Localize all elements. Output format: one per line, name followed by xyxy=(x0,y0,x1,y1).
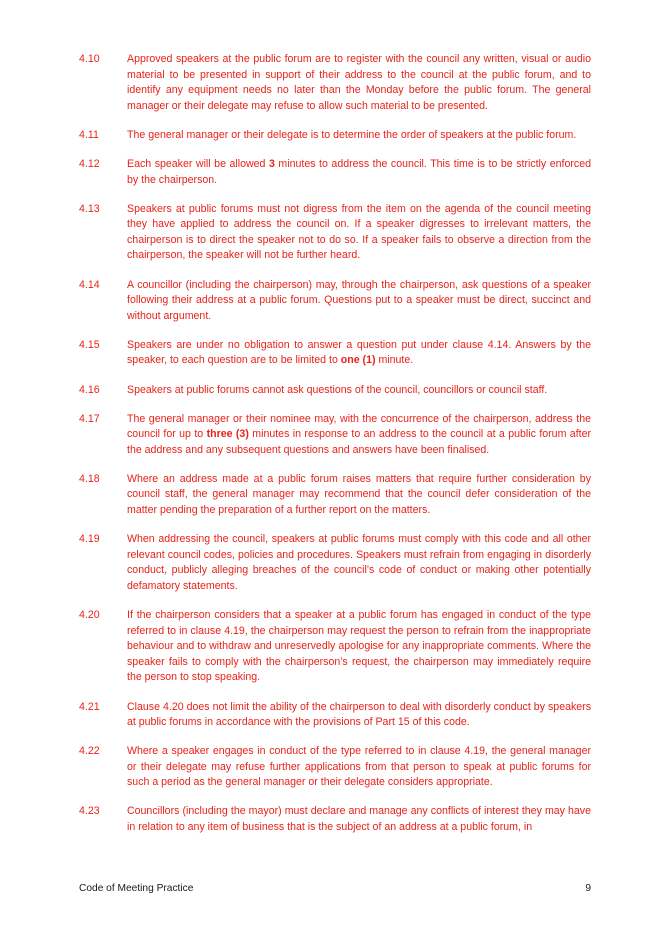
clause-list xyxy=(79,52,591,849)
clause-text xyxy=(127,608,591,686)
clause-item xyxy=(79,532,591,594)
clause-item xyxy=(79,608,591,686)
clause-text xyxy=(127,412,591,459)
page-footer xyxy=(79,882,591,896)
clause-item xyxy=(79,278,591,325)
clause-number: 4.11 xyxy=(79,128,99,141)
clause-text-run: When addressing the council, speakers at public forums must comply with this code and all other relevant council codes, policies and procedures. Speakers must refrain from engaging in disorderly conduct, publicly alleging breaches of the council’s code of conduct or making other potentially defamatory statements. xyxy=(127,533,591,592)
clause-text xyxy=(127,383,591,399)
clause-text xyxy=(127,52,591,114)
clause-text xyxy=(127,278,591,325)
clause-item xyxy=(79,202,591,264)
clause-text-emphasis: 3 xyxy=(268,157,275,170)
footer-document-title: Code of Meeting Practice xyxy=(79,883,194,894)
clause-number: 4.12 xyxy=(79,157,100,170)
clause-item xyxy=(79,804,591,835)
clause-number: 4.21 xyxy=(79,700,100,713)
clause-number: 4.23 xyxy=(79,805,100,818)
clause-item xyxy=(79,412,591,459)
clause-item xyxy=(79,700,591,731)
clause-text-run: Where an address made at a public forum raises matters that require further consideration by council staff, the general manager may recommend that the council defer consideration of the matter pending the preparation of a further report on the matters. xyxy=(127,472,591,517)
clause-text-run: Speakers at public forums must not digress from the item on the agenda of the council meeting they have applied to address the council on. If a speaker digresses to irrelevant matters, the chairperson is to direct the speaker not to do so. If a speaker fails to observe a direction from the chairperson, the speaker will not be further heard. xyxy=(127,202,591,262)
clause-text xyxy=(127,700,591,731)
clause-item xyxy=(79,52,591,114)
clause-number: 4.18 xyxy=(79,472,100,485)
clause-text-run: Councillors (including the mayor) must declare and manage any conflicts of interest they may have in relation to any item of business that is the subject of an address at a public forum, in xyxy=(127,805,591,834)
clause-text xyxy=(127,157,591,188)
clause-text-emphasis: three (3) xyxy=(206,428,249,441)
clause-text xyxy=(127,532,591,594)
clause-number: 4.16 xyxy=(79,383,100,396)
clause-text-run: Speakers are under no obligation to answer a question put under clause 4.14. Answers by the speaker, to each question are to be limited to xyxy=(127,338,591,367)
clause-item xyxy=(79,128,591,144)
clause-text-run: If the chairperson considers that a speaker at a public forum has engaged in conduct of the type referred to in clause 4.19, the chairperson may request the person to refrain from the inappropriate behaviour and to withdraw and unreservedly apologise for any inappropriate comments. Where the speaker fails to comply with the chairperson’s request, the chairperson may immediately require the person to stop speaking. xyxy=(127,609,591,684)
clause-text-run: The general manager or their nominee may, with the concurrence of the chairperson, address the council for up to xyxy=(127,412,591,441)
clause-item xyxy=(79,744,591,791)
clause-text xyxy=(127,472,591,519)
clause-number: 4.17 xyxy=(79,412,100,425)
clause-text-run: Clause 4.20 does not limit the ability of the chairperson to deal with disorderly conduct by speakers at public forums in accordance with the provisions of Part 15 of this code. xyxy=(127,700,591,729)
clause-text-run: Speakers at public forums cannot ask questions of the council, councillors or council staff. xyxy=(127,383,548,396)
clause-text xyxy=(127,744,591,791)
clause-item xyxy=(79,472,591,519)
clause-number: 4.13 xyxy=(79,202,100,215)
clause-text-run: A councillor (including the chairperson) may, through the chairperson, ask questions of a speaker following their address at a public forum. Questions put to a speaker must be direct, succinct and without argument. xyxy=(127,278,591,322)
clause-item xyxy=(79,157,591,188)
clause-number: 4.19 xyxy=(79,533,100,546)
clause-text-run: Each speaker will be allowed xyxy=(127,157,269,170)
clause-text xyxy=(127,804,591,835)
clause-text-run: Where a speaker engages in conduct of the type referred to in clause 4.19, the general manager or their delegate may refuse further applications from that person to speak at public forums for such a period as the general manager or their delegate considers appropriate. xyxy=(127,745,591,789)
clause-item xyxy=(79,338,591,369)
clause-text-run: Approved speakers at the public forum are to register with the council any written, visual or audio material to be presented in support of their address to the council at the public forum, and to identify any equipment needs no later than the Monday before the public forum. The general manager or their delegate may refuse to allow such material to be presented. xyxy=(127,53,591,112)
clause-text-run: minute. xyxy=(375,354,414,367)
clause-text xyxy=(127,128,591,144)
clause-text xyxy=(127,202,591,264)
clause-text-run: The general manager or their delegate is to determine the order of speakers at the public forum. xyxy=(127,128,577,141)
clause-number: 4.10 xyxy=(79,53,100,65)
clause-item xyxy=(79,383,591,399)
clause-text-emphasis: one (1) xyxy=(340,354,376,367)
clause-number: 4.22 xyxy=(79,745,100,758)
clause-text-run: minutes to address the council. This time is to be strictly enforced by the chairperson. xyxy=(127,157,591,186)
clause-text-run: minutes in response to an address to the council at a public forum after the address and any subsequent questions and answers have been finalised. xyxy=(127,428,592,456)
clause-number: 4.14 xyxy=(79,278,100,291)
clause-number: 4.15 xyxy=(79,338,100,351)
clause-text xyxy=(127,338,591,369)
clause-number: 4.20 xyxy=(79,609,100,622)
footer-page-number: 9 xyxy=(585,883,591,894)
